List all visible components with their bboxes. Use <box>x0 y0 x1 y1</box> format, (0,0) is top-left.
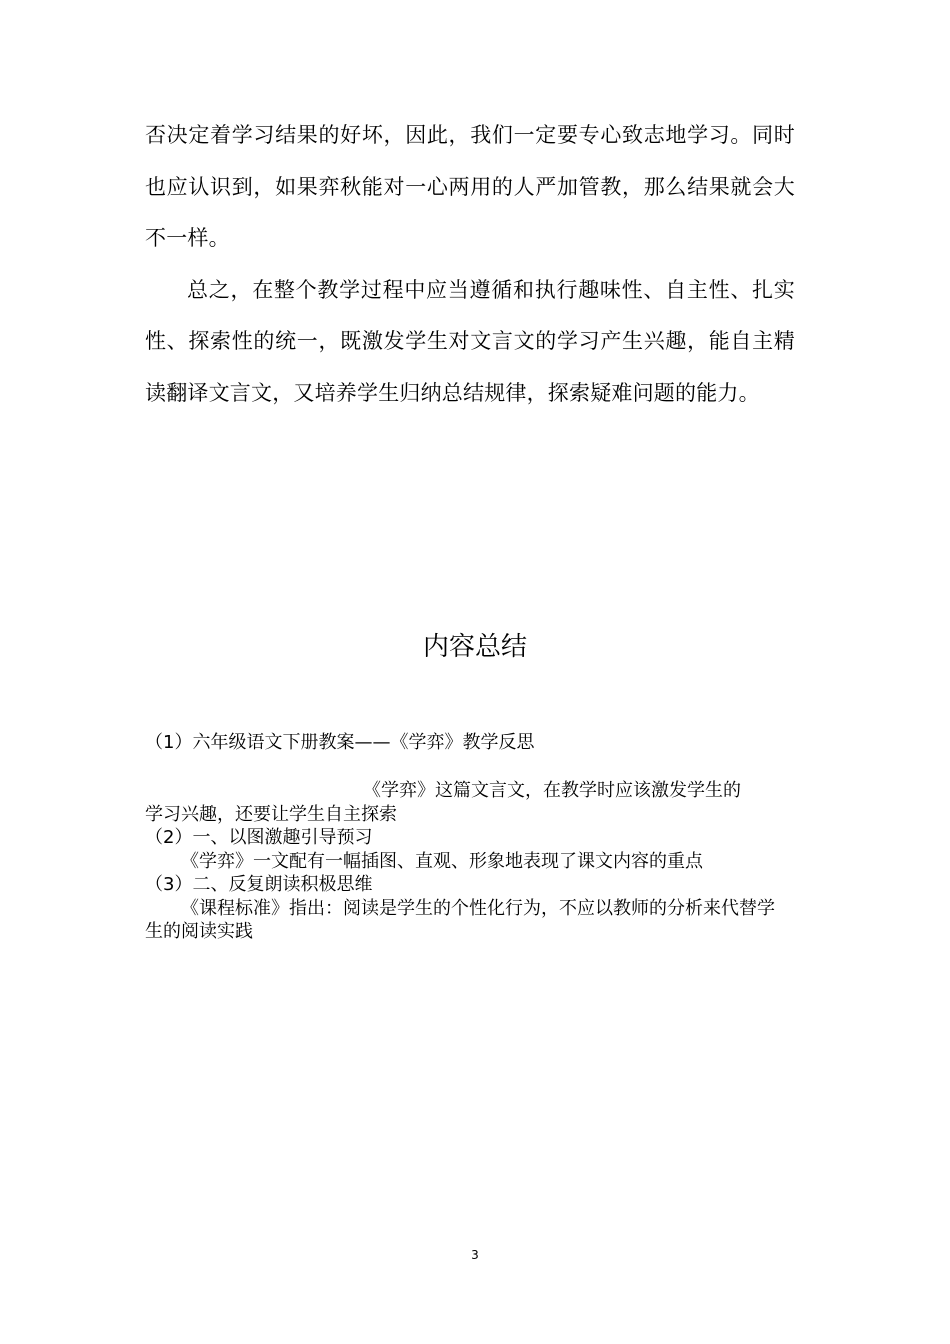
body-paragraph-2: 总之，在整个教学过程中应当遵循和执行趣味性、自主性、扎实性、探索性的统一，既激发学生对文言文的学习产生兴趣，能自主精读翻译文言文，又培养学生归纳总结规律，探索疑难问题的能力。 <box>145 277 795 405</box>
summary-item-1-heading-block <box>145 731 800 755</box>
summary-item-2-heading: （2）一、以图激趣引导预习 <box>145 827 373 848</box>
summary-item-3-text-content: 《课程标准》指出：阅读是学生的个性化行为，不应以教师的分析来代替学生的阅读实践 <box>145 897 775 942</box>
summary-item-3-text <box>145 897 790 944</box>
page-number: 3 <box>471 1248 479 1262</box>
summary-item-2-text: 《学弈》一文配有一幅插图、直观、形象地表现了课文内容的重点 <box>181 850 703 872</box>
summary-title: 内容总结 <box>422 632 527 662</box>
summary-item-3-heading: （3）二、反复朗读积极思维 <box>145 874 373 895</box>
body-text <box>145 110 795 419</box>
summary-list <box>145 779 800 944</box>
summary-item-1-heading: （1）六年级语文下册教案——《学弈》教学反思 <box>145 732 535 753</box>
summary-item-1-line-1: 《学弈》这篇文言文，在教学时应该激发学生的 <box>363 780 741 801</box>
body-paragraph-1: 否决定着学习结果的好坏，因此，我们一定要专心致志地学习。同时也应认识到，如果弈秋能对一心两用的人严加管教，那么结果就会大不一样。 <box>145 123 795 250</box>
summary-item-1-line-2: 学习兴趣，还要让学生自主探索 <box>145 803 397 825</box>
